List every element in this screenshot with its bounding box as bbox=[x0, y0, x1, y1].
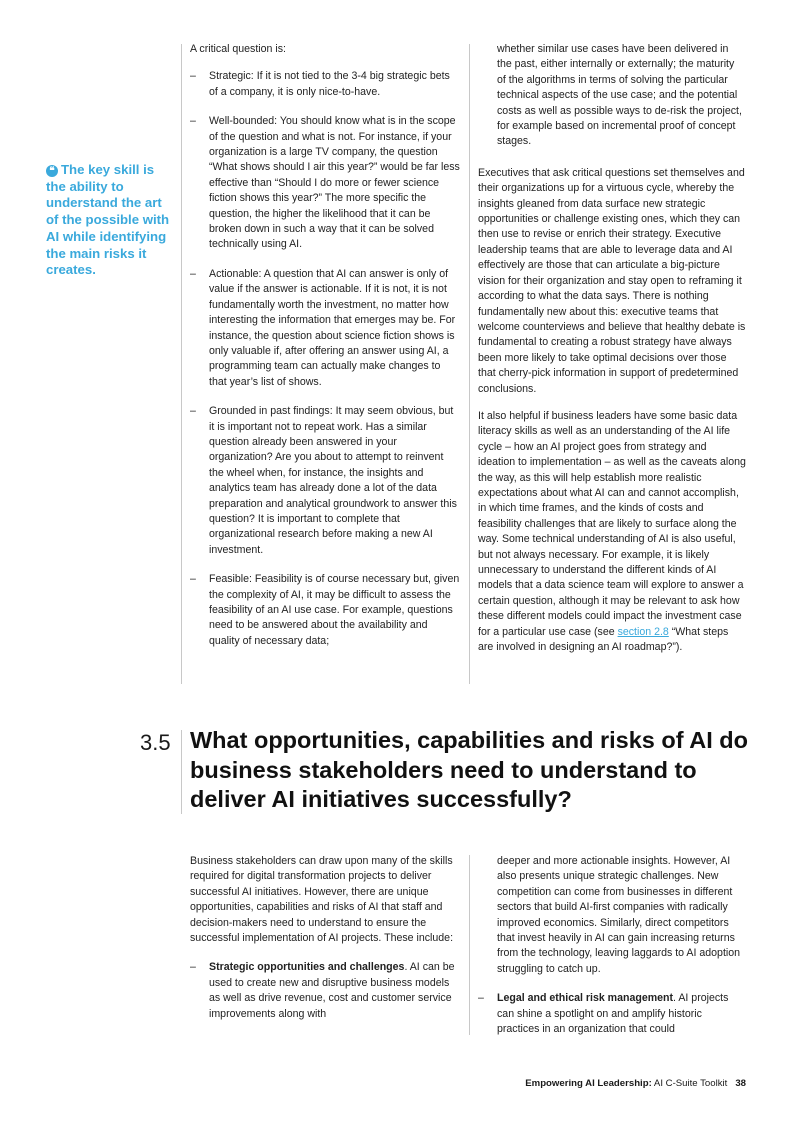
list-item: – Grounded in past findings: It may seem obvious, but it is important not to repeat work. Has a similar question already been answered in your organization? Are you about to attempt to reinvent the wheel when, for instance, the insights and analytics team has already done a lot of the data preparation and analytical groundwork to answer this question? It is important to complete that organizational research before making a new AI investment. bbox=[190, 405, 457, 556]
item-heading: Strategic opportunities and challenges bbox=[209, 961, 405, 974]
quote-icon: ❝ bbox=[46, 165, 58, 177]
paragraph-executives: Executives that ask critical questions set themselves and their organizations up for a virtuous cycle, whereby the insights gleaned from data surface new strategic opportunities or challenge existing ones, which they can then use to revise or enrich their strategy. Executive leadership teams that are able to leverage data and AI effectively are those that can articulate a big-picture vision for their organization and stay open to reframing it according to what the data says. There is nothing fundamentally new about this: executive teams that welcome counterviews and believe that healthy debate is fundamental to creating a robust strategy have always been more likely to take optimal decisions over those that cherry-pick information in support of predetermined conclusions. bbox=[478, 166, 746, 395]
divider-mid-bottom bbox=[469, 855, 470, 1035]
list-item-continuation: whether similar use cases have been delivered in the past, either internally or externally; the maturity of the algorithms in terms of solving the particular technical aspects of the use case; and the potential costs as well as possible ways to de-risk the project, for example based on incremental proof of concept stages. bbox=[497, 43, 742, 148]
footer-subtitle: AI C-Suite Toolkit bbox=[651, 1078, 728, 1089]
list-item-continuation: deeper and more actionable insights. However, AI also presents unique strategic challenges. New competition can come from businesses in different sectors that build AI-first companies with radically improved economics. Similarly, direct competitors that invest heavily in AI can gain increasing returns from the technology, leaving laggards to AI adoption struggling to catch up. bbox=[497, 855, 741, 975]
bottom-left-column bbox=[190, 854, 460, 1036]
section-title: What opportunities, capabilities and risks of AI do business stakeholders need to understand to deliver AI initiatives successfully? bbox=[190, 727, 748, 812]
top-right-column bbox=[478, 42, 746, 667]
paragraph-data-literacy: It also helpful if business leaders have some basic data literacy skills as well as an understanding of the AI life cycle – how an AI project goes from strategy and ideation to implementation – as well as the caveats along the way, as this will help establish more realistic expectations about what AI can and cannot accomplish, in which time frames, and the kinds of costs and feasibility challenges that are likely to surface along the way. Some technical understanding of AI is also useful, but not always necessary. For example, it is likely unnecessary to understand the different kinds of AI models that a data science team will explore to answer a certain question, although it may be relevant to ask how these different models could impact the investment case for a particular use case (see section 2.8 “What steps are involved in designing an AI roadmap?”). bbox=[478, 409, 746, 654]
list-item: – Well-bounded: You should know what is in the scope of the question and what is not. For instance, if your organization is a large TV company, the question “What shows should I air this year?” would be far less effective than “Should I do more or fewer science fiction shows this year?” The more specific the question, the higher the likelihood that it can be broken down in such a way that it can be solved technically using AI. bbox=[190, 115, 460, 251]
pull-quote-text: The key skill is the ability to understand the art of the possible with AI while identifying the main risks it creates. bbox=[46, 162, 170, 278]
criteria-list bbox=[190, 69, 460, 649]
critical-question-intro: A critical question is: bbox=[190, 43, 286, 55]
page-footer bbox=[525, 1078, 746, 1089]
divider-left-top bbox=[181, 44, 182, 684]
list-item: – Actionable: A question that AI can answer is only of value if the answer is actionable. If it is not, it is not fundamentally worth the investment, no matter how interesting the information that emerges may be. For instance, the question about science fiction shows is only valuable if, after offering an answer using AI, a programming team can actually make changes to that year’s list of shows. bbox=[190, 267, 456, 388]
divider-section bbox=[181, 730, 182, 814]
top-left-column bbox=[190, 42, 460, 663]
page-number: 38 bbox=[735, 1078, 746, 1089]
pull-quote bbox=[46, 162, 174, 279]
divider-mid-top bbox=[469, 44, 470, 684]
section-number: 3.5 bbox=[140, 730, 171, 755]
bottom-right-column bbox=[478, 854, 746, 1051]
list-item: – Strategic opportunities and challenges. AI can be used to create new and disruptive business models as well as drive revenue, cost and customer service improvements along with bbox=[190, 961, 455, 1020]
list-item: – Strategic: If it is not tied to the 3-4 big strategic bets of a company, it is only nice-to-have. bbox=[190, 70, 450, 98]
section-2-8-link[interactable]: section 2.8 bbox=[617, 625, 669, 638]
item-heading: Legal and ethical risk management bbox=[497, 992, 674, 1005]
list-item: – Legal and ethical risk management. AI projects can shine a spotlight on and amplify historic practices in an organization that could bbox=[478, 992, 729, 1036]
footer-title: Empowering AI Leadership: bbox=[525, 1078, 652, 1089]
list-item: – Feasible: Feasibility is of course necessary but, given the complexity of AI, it may be difficult to assess the feasibility of an AI use case. For example, questions need to be answered about the availability and quality of necessary data; bbox=[190, 573, 460, 647]
paragraph-stakeholders: Business stakeholders can draw upon many of the skills required for digital transformation projects to deliver successful AI initiatives. However, there are unique opportunities, capabilities and risks of AI that staff and decision-makers need to understand to ensure the successful implementation of AI projects. These include: bbox=[190, 855, 454, 945]
